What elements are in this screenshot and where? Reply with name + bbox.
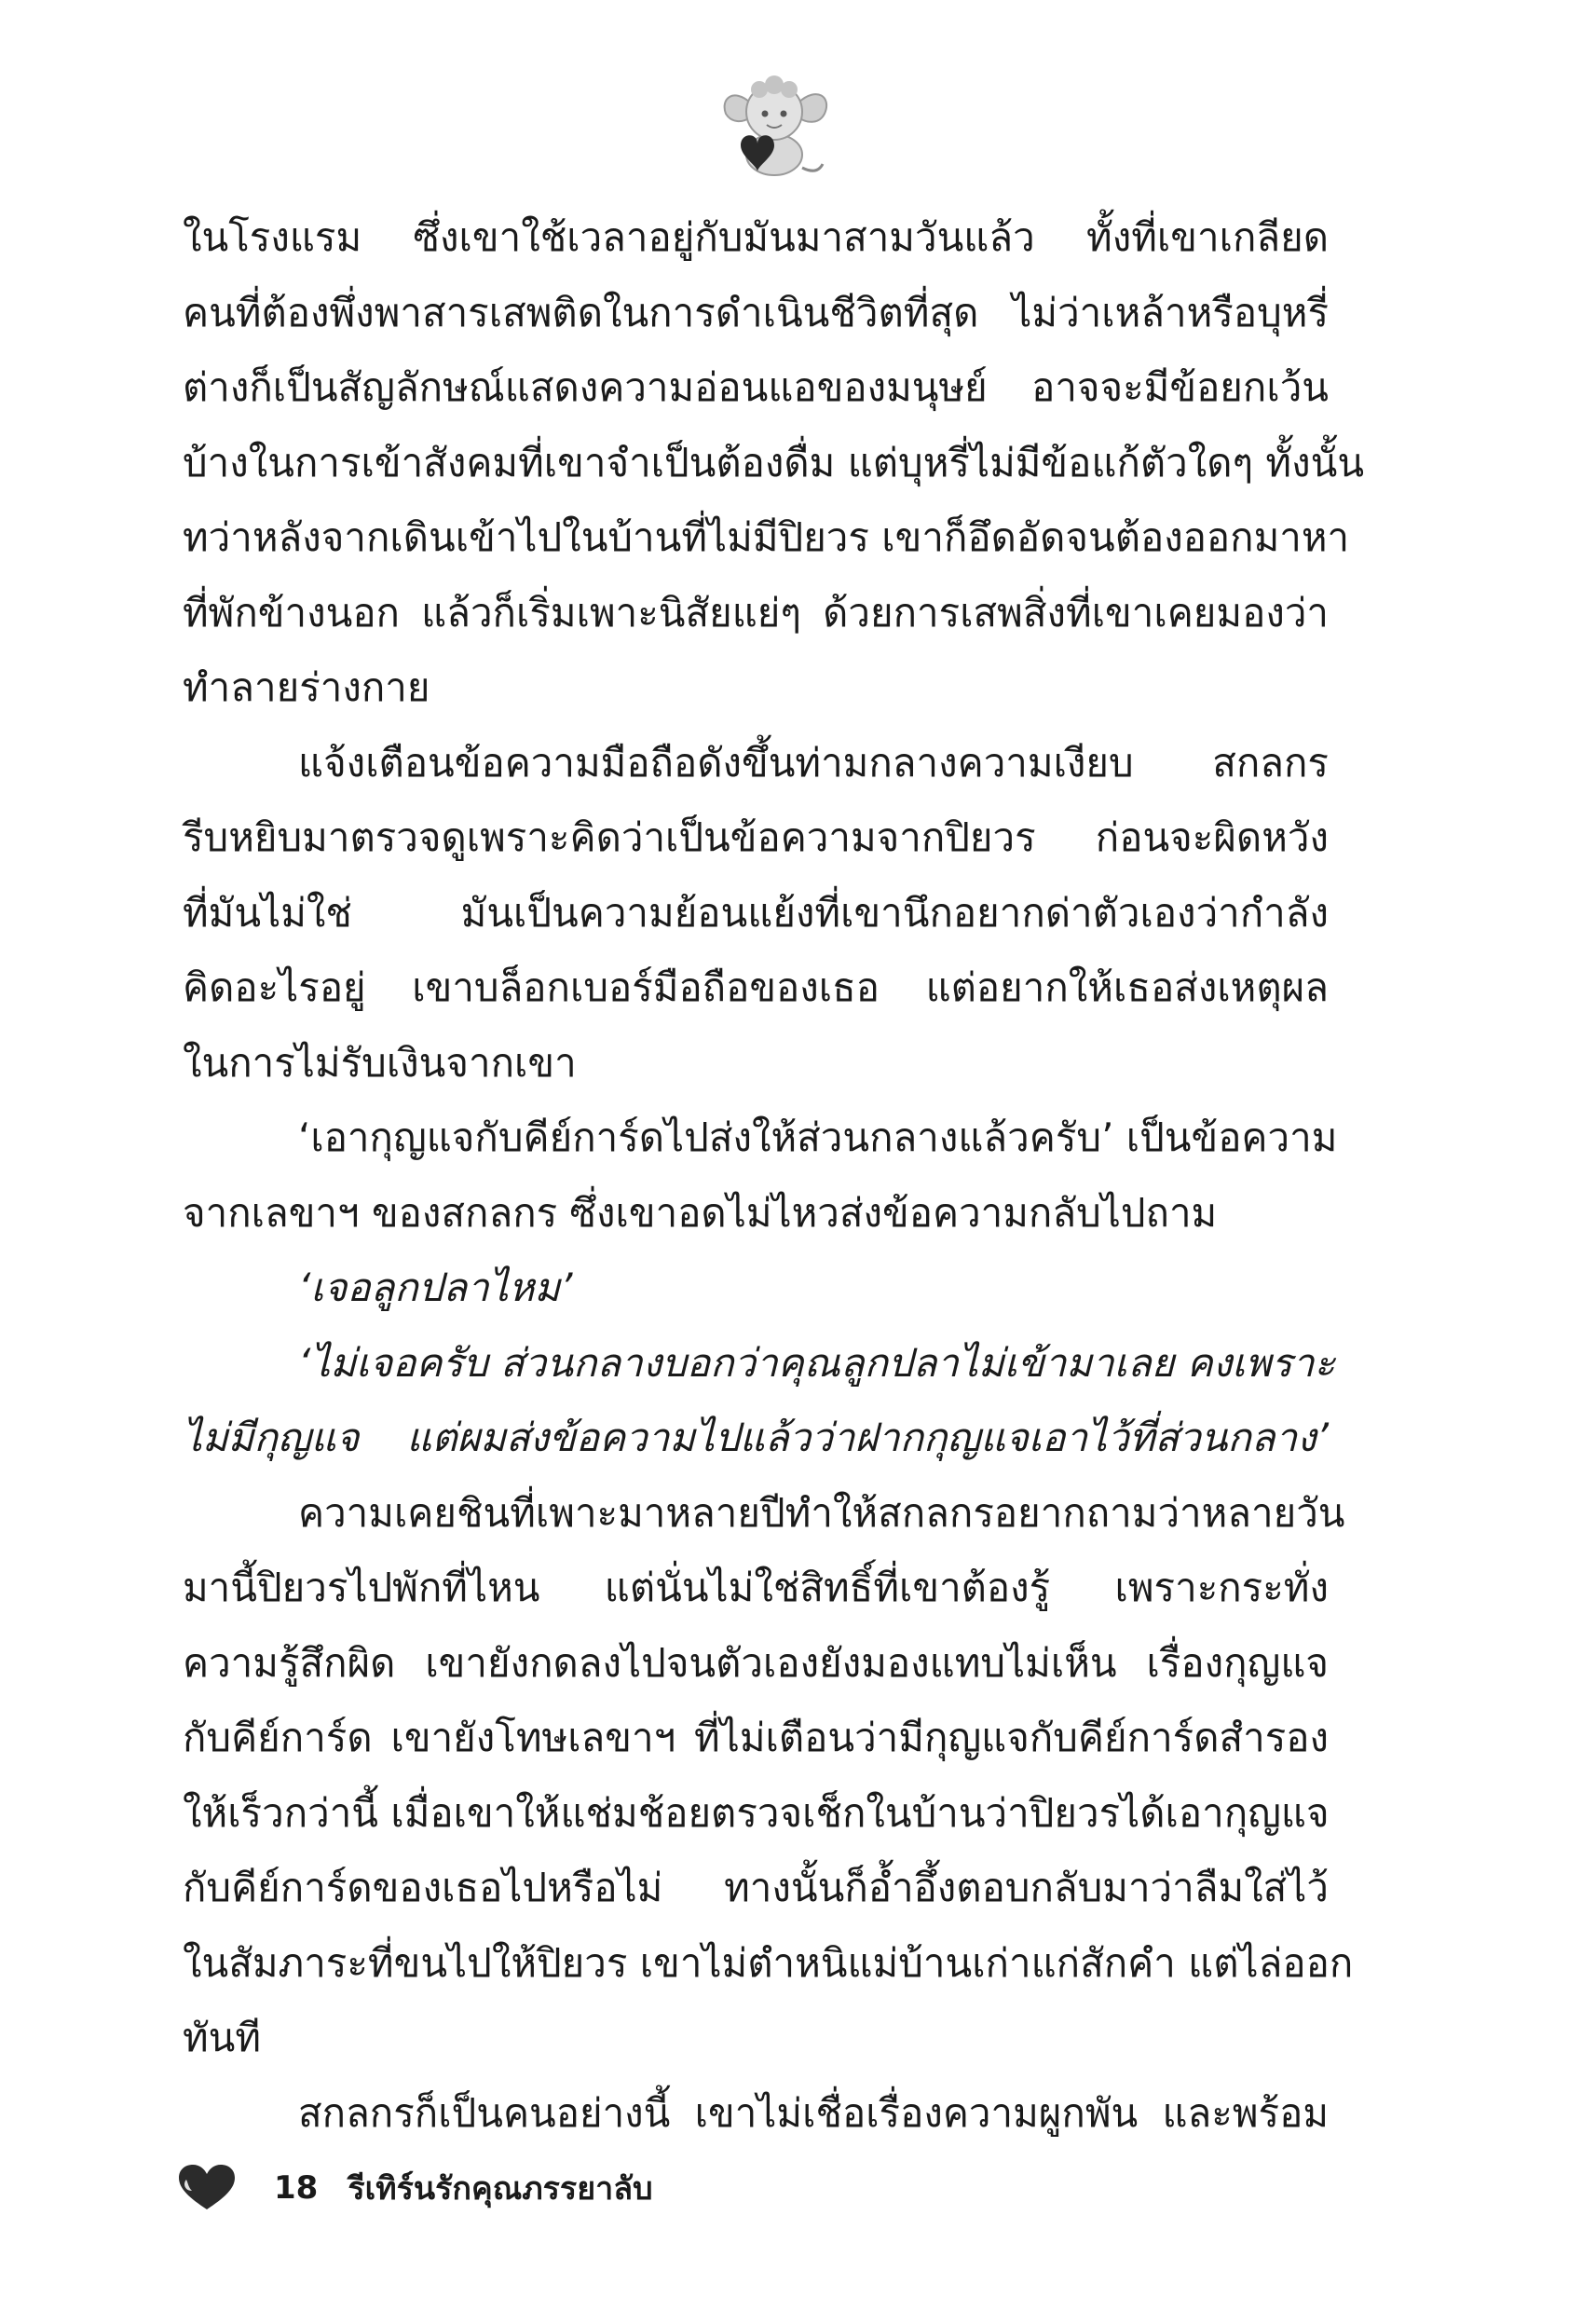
text-line: ในโรงแรม ซึ่งเขาใช้เวลาอยู่กับมันมาสามวันแล้ว ทั้งที่เขาเกลียด (183, 214, 1329, 260)
page-footer (177, 2160, 653, 2216)
text-line: ไม่มีกุญแจ แต่ผมส่งข้อความไปแล้วว่าฝากกุญแจเอาไว้ที่ส่วนกลาง’ (183, 1415, 1329, 1460)
text-line: ให้เร็วกว่านี้ เมื่อเขาให้แช่มช้อยตรวจเช็กในบ้านว่าปิยวรได้เอากุญแจ (183, 1789, 1330, 1836)
text-line: ที่พักข้างนอก แล้วก็เริ่มเพาะนิสัยแย่ๆ ด้วยการเสพสิ่งที่เขาเคยมองว่า (183, 589, 1329, 636)
text-line: ทันที (183, 2015, 262, 2060)
text-line: รีบหยิบมาตรวจดูเพราะคิดว่าเป็นข้อความจากปิยวร ก่อนจะผิดหวัง (183, 814, 1329, 860)
heart-icon (177, 2163, 237, 2213)
text-line: มานี้ปิยวรไปพักที่ไหน แต่นั่นไม่ใช่สิทธิ์ที่เขาต้องรู้ เพราะกระทั่ง (183, 1565, 1329, 1610)
cupid-holding-heart-icon (713, 65, 834, 186)
text-line: สกลกรก็เป็นคนอย่างนี้ เขาไม่เชื่อเรื่องความผูกพัน และพร้อม (298, 2089, 1329, 2136)
body-text (183, 200, 1365, 2151)
text-line: ในสัมภาระที่ขนไปให้ปิยวร เขาไม่ตำหนิแม่บ้านเก่าแก่สักคำ แต่ไล่ออก (183, 1939, 1354, 1986)
text-line: ที่มันไม่ใช่ มันเป็นความย้อนแย้งที่เขานึกอยากด่าตัวเองว่ากำลัง (183, 889, 1329, 936)
text-line: ‘เจอลูกปลาไหม’ (298, 1265, 573, 1310)
text-line: บ้างในการเข้าสังคมที่เขาจำเป็นต้องดื่ม แต่บุหรี่ไม่มีข้อแก้ตัวใดๆ ทั้งนั้น (183, 439, 1365, 485)
text-line: จากเลขาฯ ของสกลกร ซึ่งเขาอดไม่ไหวส่งข้อความกลับไปถาม (183, 1189, 1218, 1236)
text-line: ความเคยชินที่เพาะมาหลายปีทำให้สกลกรอยากถามว่าหลายวัน (298, 1489, 1345, 1536)
text-line: ความรู้สึกผิด เขายังกดลงไปจนตัวเองยังมองแทบไม่เห็น เรื่องกุญแจ (183, 1639, 1329, 1686)
text-line: กับคีย์การ์ดของเธอไปหรือไม่ ทางนั้นก็อ้ำอึ้งตอบกลับมาว่าลืมใส่ไว้ (183, 1865, 1329, 1910)
text-line: ในการไม่รับเงินจากเขา (183, 1039, 577, 1086)
text-line: ต่างก็เป็นสัญลักษณ์แสดงความอ่อนแอของมนุษย์ อาจจะมีข้อยกเว้น (183, 364, 1329, 410)
text-line: ทำลายร่างกาย (183, 664, 430, 710)
text-line: ทว่าหลังจากเดินเข้าไปในบ้านที่ไม่มีปิยวร เขาก็อึดอัดจนต้องออกมาหา (183, 514, 1350, 560)
text-line: คนที่ต้องพึ่งพาสารเสพติดในการดำเนินชีวิตที่สุด ไม่ว่าเหล้าหรือบุหรี่ (183, 289, 1329, 335)
page-number: 18 (274, 2169, 319, 2207)
text-line: คิดอะไรอยู่ เขาบล็อกเบอร์มือถือของเธอ แต่อยากให้เธอส่งเหตุผล (183, 964, 1329, 1010)
text-line: กับคีย์การ์ด เขายังโทษเลขาฯ ที่ไม่เตือนว่ามีกุญแจกับคีย์การ์ดสำรอง (183, 1715, 1329, 1760)
book-title: รีเทิร์นรักคุณภรรยาลับ (348, 2170, 653, 2208)
text-line: ‘ไม่เจอครับ ส่วนกลางบอกว่าคุณลูกปลาไม่เข้ามาเลย คงเพราะ (298, 1339, 1336, 1386)
text-line: ‘เอากุญแจกับคีย์การ์ดไปส่งให้ส่วนกลางแล้วครับ’ เป็นข้อความ (298, 1114, 1338, 1160)
text-line: แจ้งเตือนข้อความมือถือดังขึ้นท่ามกลางความเงียบ สกลกร (298, 739, 1329, 786)
